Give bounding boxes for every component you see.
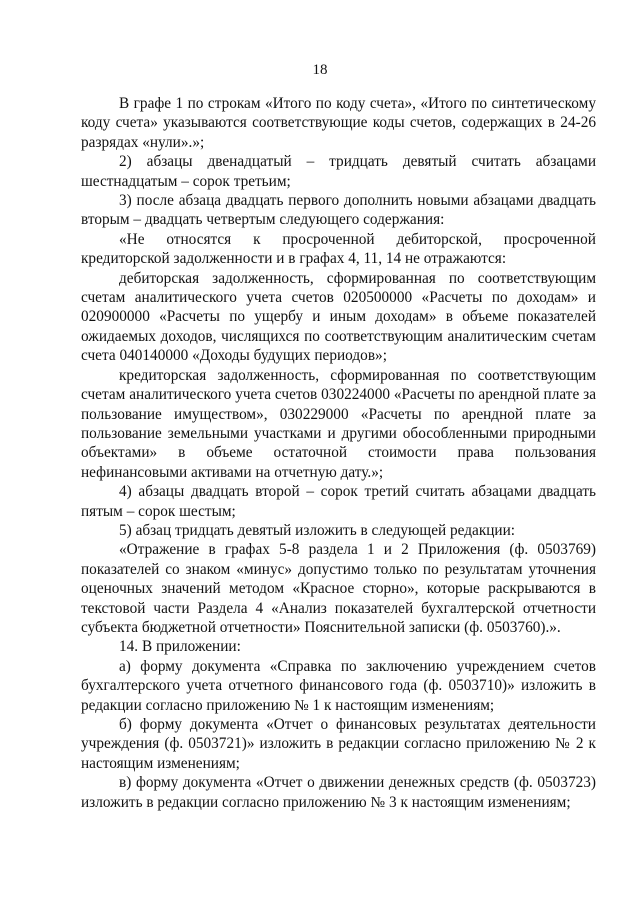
paragraph-4: «Не относятся к просроченной дебиторской, просроченной кредиторской задолженности и в графах 4, 11, 14 не отражаются: [81, 230, 596, 268]
paragraph-8: 5) абзац тридцать девятый изложить в следующей редакции: [119, 521, 516, 539]
paragraph-7: 4) абзацы двадцать второй – сорок третий считать абзацами двадцать пятым – сорок шестым; [81, 483, 596, 520]
paragraph-6: кредиторская задолженность, сформированная по соответствующим счетам аналитического учета счетов 030224000 «Расчеты по арендной плате за пользование имуществом», 030229000 «Расчеты по арендной плате за пользование земельными участками и другими обособленными природными объектами» в объеме остаточной стоимости права пользования нефинансовыми активами на отчетную дату.»; [81, 366, 596, 481]
paragraph-1: В графе 1 по строкам «Итого по коду счета», «Итого по синтетическому коду счета» указываются соответствующие коды счетов, содержащих в 24-26 разрядах «нули».»; [81, 95, 596, 151]
page-number: 18 [312, 62, 328, 78]
paragraph-5: дебиторская задолженность, сформированная по соответствующим счетам аналитического учета счетов 020500000 «Расчеты по доходам» и 020900000 «Расчеты по ущербу и иным доходам» в объеме показателей ожидаемых доходов, числящихся по соответствующим аналитическим счетам счета 040140000 «Доходы будущих периодов»; [81, 269, 596, 365]
paragraph-11: а) форму документа «Справка по заключению учреждением счетов бухгалтерского учета отчетного финансового года (ф. 0503710)» изложить в редакции согласно приложению № 1 к настоящим изменениям; [81, 657, 596, 714]
paragraph-9: «Отражение в графах 5-8 раздела 1 и 2 Приложения (ф. 0503769) показателей со знаком «минус» допустимо только по результатам уточнения оценочных значений методом «Красное сторно», которые раскрываются в текстовой части Раздела 4 «Анализ показателей бухгалтерской отчетности субъекта бюджетной отчетности» Пояснительной записки (ф. 0503760).». [81, 541, 596, 636]
paragraph-3: 3) после абзаца двадцать первого дополнить новыми абзацами двадцать вторым – двадцать четвертым следующего содержания: [81, 192, 596, 229]
paragraph-10: 14. В приложении: [119, 638, 241, 656]
paragraph-2: 2) абзацы двенадцатый – тридцать девятый считать абзацами шестнадцатым – сорок третьим; [81, 153, 596, 190]
paragraph-13: в) форму документа «Отчет о движении денежных средств (ф. 0503723) изложить в редакции согласно приложению № 3 к настоящим изменениям; [81, 774, 596, 811]
paragraph-12: б) форму документа «Отчет о финансовых результатах деятельности учреждения (ф. 0503721)» изложить в редакции согласно приложению № 2 к настоящим изменениям; [81, 716, 596, 772]
document-body [81, 94, 596, 812]
